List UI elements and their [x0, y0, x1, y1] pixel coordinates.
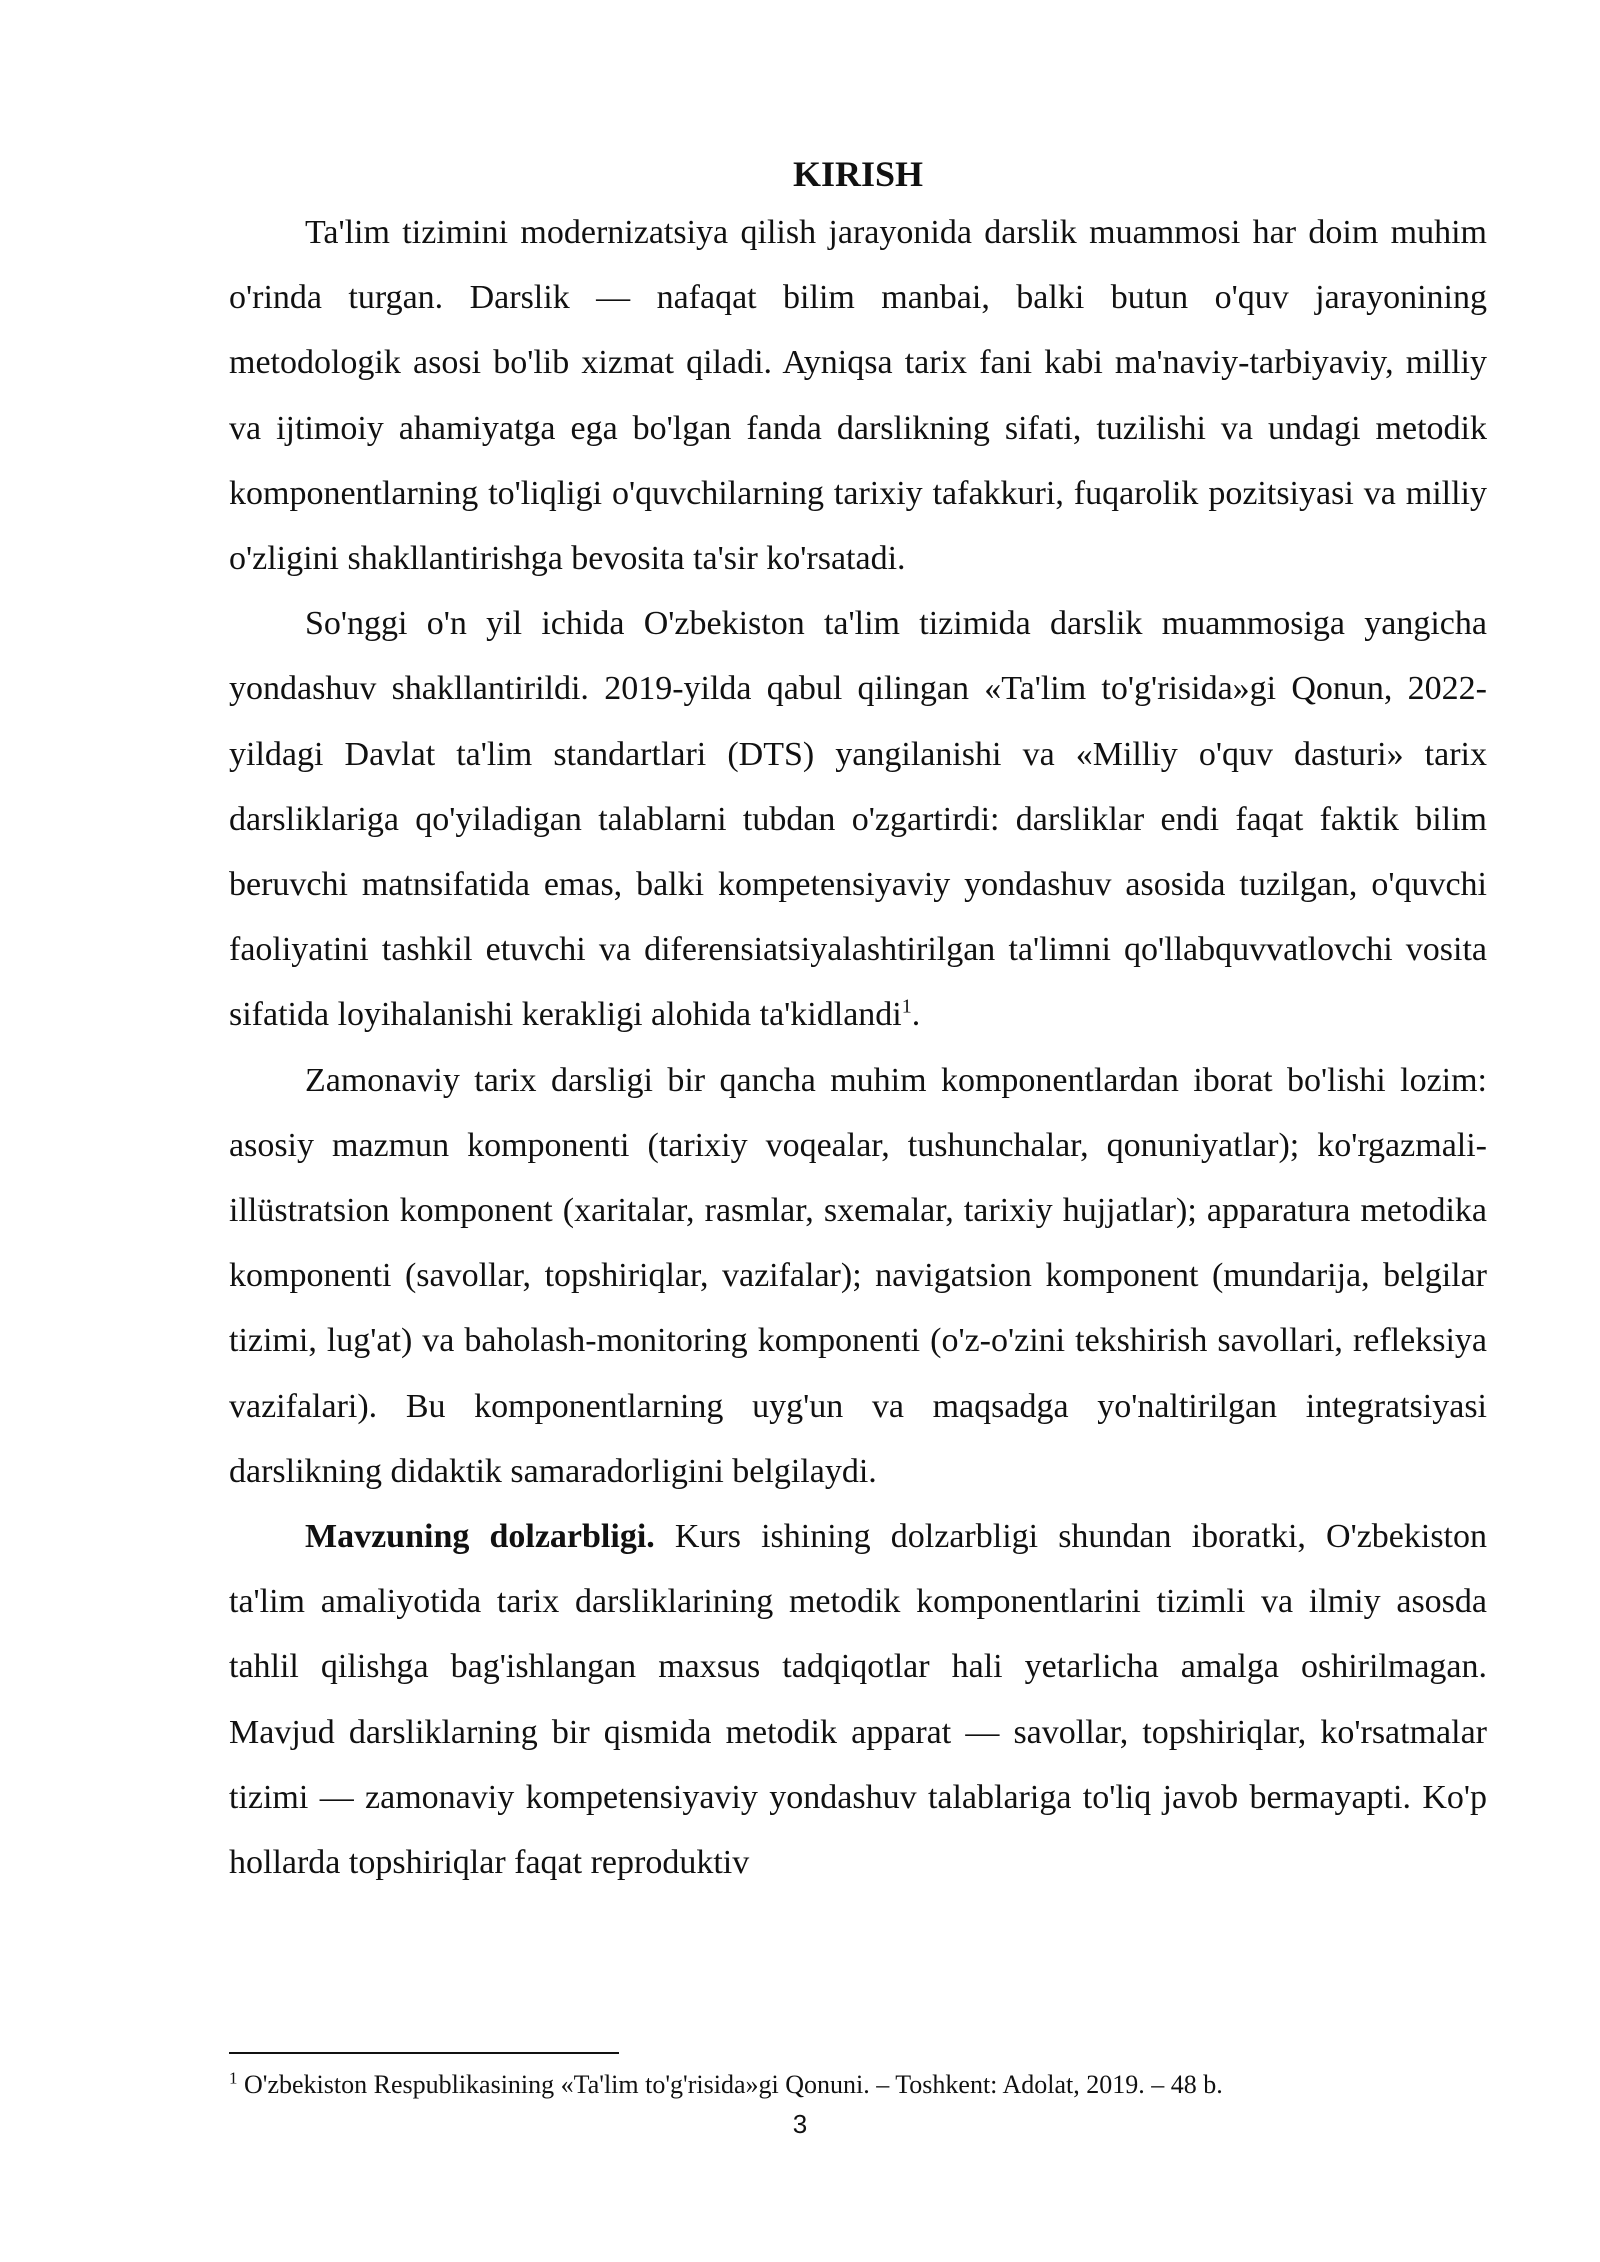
- paragraph-text: So'nggi o'n yil ichida O'zbekiston ta'lim tizimida darslik muammosiga yangicha yondashuv shakllantirildi. 2019-yilda qabul qilingan «Ta'lim to'g'risida»gi Qonun, 2022-yildagi Davlat ta'lim standartlari (DTS) yangilanishi va «Milliy o'quv dasturi» tarix darsliklariga qo'yiladigan talablarni tubdan o'zgartirdi: darsliklar endi faqat faktik bilim beruvchi matnsifatida emas, balki kompetensiyaviy yondashuv asosida tuzilgan, o'quvchi faoliyatini tashkil etuvchi va diferensiatsiyalashtirilgan ta'limni qo'llabquvvatlovchi vosita sifatida loyihalanishi kerakligi alohida ta'kidlandi: [229, 605, 1487, 1034]
- paragraph-relevance: [229, 1504, 1487, 1895]
- footnote-separator: [229, 2052, 619, 2054]
- paragraph-intro: [229, 200, 1487, 591]
- section-heading: KIRISH: [792, 154, 924, 194]
- footnote-text: O'zbekiston Respublikasining «Ta'lim to'g'risida»gi Qonuni. – Toshkent: Adolat, 2019. – 48 b.: [237, 2070, 1223, 2099]
- paragraph-text: Kurs ishining dolzarbligi shundan iboratki, O'zbekiston ta'lim amaliyotida tarix darsliklarining metodik komponentlarini tizimli va ilmiy asosda tahlil qilishga bag'ishlangan maxsus tadqiqotlar hali yetarlicha amalga oshirilmagan. Mavjud darsliklarning bir qismida metodik apparat — savollar, topshiriqlar, ko'rsatmalar tizimi — zamonaviy kompetensiyaviy yondashuv talablariga to'liq javob bermayapti. Ko'p hollarda topshiriqlar faqat reproduktiv: [229, 1518, 1488, 1882]
- paragraph-text: Ta'lim tizimini modernizatsiya qilish jarayonida darslik muammosi har doim muhim o'rinda turgan. Darslik — nafaqat bilim manbai, balki butun o'quv jarayonining metodologik asosi bo'lib xizmat qiladi. Ayniqsa tarix fani kabi ma'naviy-tarbiyaviy, milliy va ijtimoiy ahamiyatga ega bo'lgan fanda darslikning sifati, tuzilishi va undagi metodik komponentlarning to'liqligi o'quvchilarning tarixiy tafakkuri, fuqarolik pozitsiyasi va milliy o'zligini shakllantirishga bevosita ta'sir ko'rsatadi.: [229, 214, 1487, 578]
- paragraph-lead: Mavzuning dolzarbligi.: [305, 1518, 655, 1556]
- footnote-number: 1: [229, 2068, 238, 2088]
- paragraph-components: [229, 1048, 1487, 1504]
- footnote: [229, 2068, 1487, 2102]
- page-number: 3: [792, 2109, 808, 2139]
- paragraph-reforms: [229, 591, 1487, 1047]
- paragraph-tail: .: [911, 996, 921, 1034]
- main-text: [229, 148, 1487, 1895]
- paragraph-text: Zamonaviy tarix darsligi bir qancha muhim komponentlardan iborat bo'lishi lozim: asosiy mazmun komponenti (tarixiy voqealar, tushunchalar, qonuniyatlar); ko'rgazmali-illüstratsion komponent (xaritalar, rasmlar, sxemalar, tarixiy hujjatlar); apparatura metodika komponenti (savollar, topshiriqlar, vazifalar); navigatsion komponent (mundarija, belgilar tizimi, lug'at) va baholash-monitoring komponenti (o'z-o'zini tekshirish savollari, refleksiya vazifalari). Bu komponentlarning uyg'un va maqsadga yo'naltirilgan integratsiyasi darslikning didaktik samaradorligini belgilaydi.: [229, 1061, 1487, 1490]
- footnote-reference[interactable]: 1: [901, 996, 912, 1019]
